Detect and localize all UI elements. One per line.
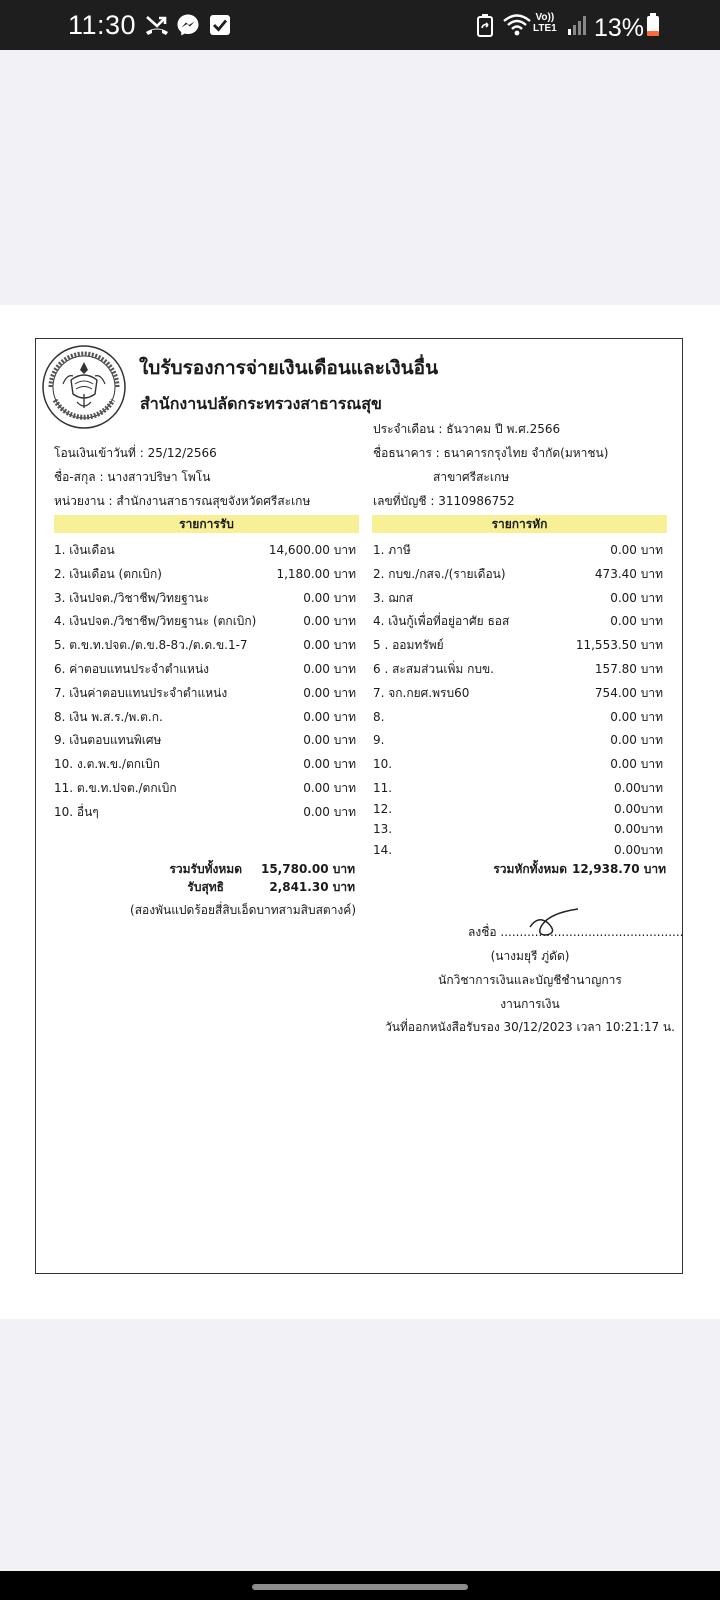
table-row [54, 635, 356, 655]
row-label: 10. ง.ต.พ.ข./ตกเบิก [54, 757, 161, 772]
row-value: 0.00 บาท [610, 590, 663, 605]
row-value: 0.00 บาท [303, 709, 356, 724]
recycle-icon [474, 12, 496, 38]
deduction-total-value: 12,938.70 บาท [571, 862, 666, 876]
row-value: 0.00 บาท [303, 757, 356, 772]
table-row [373, 819, 663, 839]
account-number: เลขที่บัญชี : 3110986752 [373, 494, 515, 508]
table-row [54, 683, 356, 703]
row-label: 3. เงินปจต./วิชาชีพ/วิทยฐานะ [54, 590, 210, 605]
row-value: 754.00 บาท [594, 685, 663, 700]
table-row [54, 659, 356, 679]
checkbox-icon [208, 12, 232, 38]
row-label: 5 . ออมทรัพย์ [373, 638, 444, 653]
table-row [54, 778, 356, 798]
table-row [54, 564, 356, 584]
signal-icon [566, 12, 588, 38]
row-value: 0.00 บาท [303, 638, 356, 653]
table-row [373, 799, 663, 819]
income-header: รายการรับ [54, 515, 359, 533]
row-value: 0.00บาท [614, 801, 663, 816]
row-label: 7. เงินค่าตอบแทนประจำตำแหน่ง [54, 685, 228, 700]
deduction-total-label: รวมหักทั้งหมด [493, 862, 567, 876]
row-label: 9. [373, 733, 385, 748]
row-value: 0.00บาท [614, 822, 663, 836]
row-label: 10. อื่นๆ [54, 804, 99, 819]
net-income-value: 2,841.30 บาท [269, 880, 355, 894]
row-value: 0.00 บาท [303, 804, 356, 819]
table-row [373, 659, 663, 679]
signer-position: นักวิชาการเงินและบัญชีชำนาญการ [438, 973, 622, 987]
row-value: 0.00 บาท [303, 733, 356, 748]
row-label: 8. เงิน พ.ส.ร./พ.ต.ก. [54, 709, 163, 724]
wifi-icon [502, 12, 532, 38]
income-total-label: รวมรับทั้งหมด [169, 862, 242, 876]
row-label: 1. เงินเดือน [54, 543, 115, 557]
row-label: 10. [373, 757, 393, 772]
table-row [373, 635, 663, 655]
table-row [373, 564, 663, 584]
bank-name: ชื่อธนาคาร : ธนาคารกรุงไทย จำกัด(มหาชน) [373, 446, 609, 460]
table-row [373, 778, 663, 798]
home-gesture-pill[interactable] [252, 1584, 468, 1590]
table-row [54, 754, 356, 774]
status-time: 11:30 [68, 10, 137, 40]
employee-name: ชื่อ-สกุล : นางสาวปริษา โพโน [54, 470, 211, 484]
row-value: 473.40 บาท [594, 566, 663, 581]
document-subtitle: สำนักงานปลัดกระทรวงสาธารณสุข [140, 394, 382, 413]
table-row [373, 683, 663, 703]
row-label: 11. ต.ข.ท.ปจต./ตกเบิก [54, 781, 177, 795]
row-label: 5. ต.ข.ท.ปจต./ต.ข.8-8ว./ต.ด.ข.1-7 [54, 638, 248, 653]
row-value: 0.00 บาท [610, 709, 663, 724]
handwritten-signature [528, 905, 580, 939]
row-value: 11,553.50 บาท [575, 638, 663, 653]
row-label: 2. กบข./กสจ./(รายเดือน) [373, 566, 506, 581]
document-page [0, 305, 720, 1319]
document-title: ใบรับรองการจ่ายเงินเดือนและเงินอื่น [139, 357, 439, 379]
table-row [373, 754, 663, 774]
row-value: 0.00 บาท [610, 757, 663, 772]
income-total-value: 15,780.00 บาท [260, 862, 355, 876]
row-label: 4. เงินปจต./วิชาชีพ/วิทยฐานะ (ตกเบิก) [54, 614, 257, 629]
row-value: 0.00 บาท [610, 733, 663, 748]
signer-department: งานการเงิน [500, 997, 560, 1011]
table-row [54, 588, 356, 608]
bank-branch: สาขาศรีสะเกษ [433, 470, 510, 484]
row-value: 14,600.00 บาท [268, 543, 356, 557]
row-label: 14. [373, 842, 393, 857]
table-row [373, 611, 663, 631]
row-value: 0.00 บาท [303, 685, 356, 700]
transfer-date: โอนเงินเข้าวันที่ : 25/12/2566 [54, 446, 217, 460]
net-income-label: รับสุทธิ [187, 880, 224, 894]
navigation-bar [0, 1571, 720, 1600]
row-value: 0.00 บาท [303, 662, 356, 676]
row-label: 11. [373, 781, 393, 795]
row-value: 157.80 บาท [594, 662, 663, 676]
table-row [373, 707, 663, 727]
table-row [373, 730, 663, 750]
row-label: 6. ค่าตอบแทนประจำตำแหน่ง [54, 662, 210, 676]
row-label: 12. [373, 801, 393, 816]
status-bar [0, 0, 720, 50]
row-value: 0.00บาท [614, 842, 663, 857]
row-value: 0.00 บาท [303, 781, 356, 795]
signature-line: ลงชื่อ ................................................ [468, 925, 684, 939]
row-label: 4. เงินกู้เพื่อที่อยู่อาศัย ธอส [373, 614, 510, 629]
row-label: 2. เงินเดือน (ตกเบิก) [54, 566, 162, 581]
deductions-header: รายการหัก [372, 515, 667, 533]
table-row [54, 730, 356, 750]
row-label: 9. เงินตอบแทนพิเศษ [54, 733, 162, 748]
signer-name: (นางมยุรี ภู่ดัด) [490, 949, 570, 963]
volte-label: Vo)) [535, 12, 555, 23]
row-label: 13. [373, 822, 393, 836]
row-label: 6 . สะสมส่วนเพิ่ม กบข. [373, 662, 494, 676]
ministry-seal-icon [41, 344, 127, 430]
table-row [54, 540, 356, 560]
row-label: 7. จก.กยศ.พรบ60 [373, 685, 470, 700]
issue-datetime: วันที่ออกหนังสือรับรอง 30/12/2023 เวลา 10:21:17 น. [385, 1020, 675, 1034]
messenger-icon [175, 12, 201, 38]
row-value: 1,180.00 บาท [276, 566, 356, 581]
work-unit: หน่วยงาน : สำนักงานสาธารณสุขจังหวัดศรีสะเกษ [54, 494, 311, 508]
table-row [54, 802, 356, 822]
table-row [373, 540, 663, 560]
row-value: 0.00บาท [614, 781, 663, 795]
battery-icon [646, 12, 660, 38]
table-row [54, 611, 356, 631]
pay-month: ประจำเดือน : ธันวาคม ปี พ.ศ.2566 [373, 422, 561, 436]
row-value: 0.00 บาท [610, 614, 663, 629]
table-row [373, 840, 663, 860]
table-row [373, 588, 663, 608]
net-income-words: (สองพันแปดร้อยสี่สิบเอ็ดบาทสามสิบสตางค์) [130, 903, 356, 917]
table-row [54, 707, 356, 727]
row-value: 0.00 บาท [610, 543, 663, 557]
lte-label: LTE1 [533, 23, 557, 34]
battery-percent: 13% [594, 14, 645, 42]
row-label: 3. ฌกส [373, 590, 414, 605]
row-value: 0.00 บาท [303, 590, 356, 605]
row-label: 1. ภาษี [373, 543, 411, 557]
row-value: 0.00 บาท [303, 614, 356, 629]
missed-call-icon [143, 12, 171, 38]
row-label: 8. [373, 709, 385, 724]
